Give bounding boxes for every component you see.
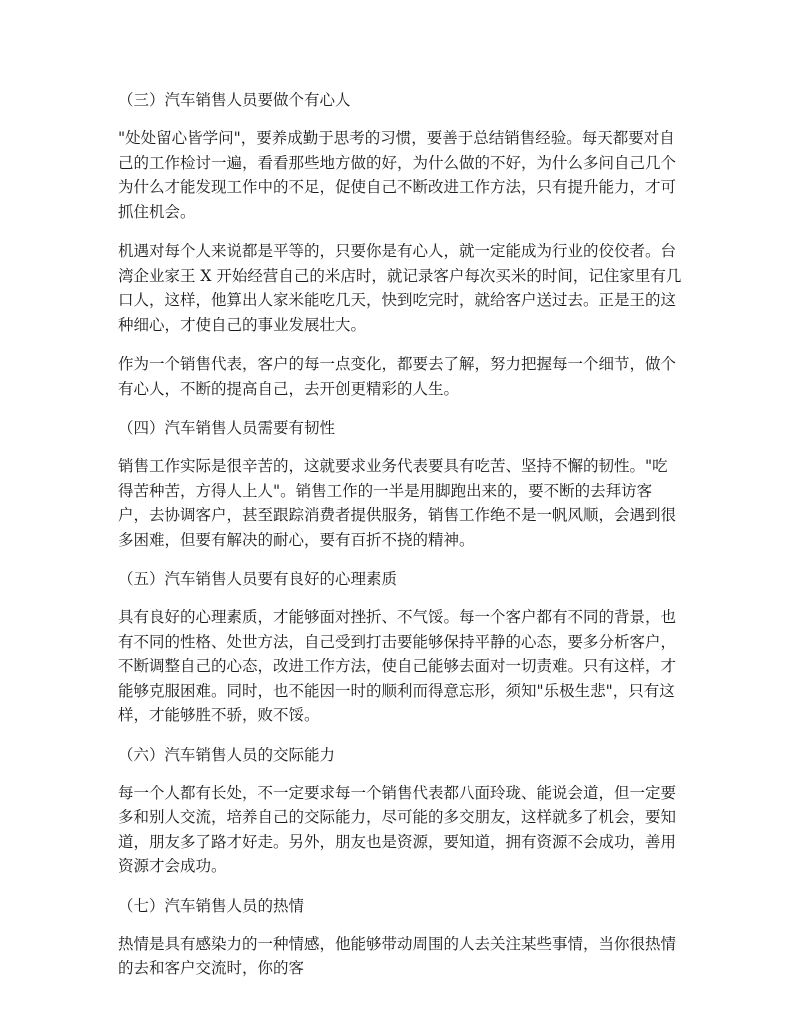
text-line: 户，去协调客户，甚至跟踪消费者提供服务，销售工作绝不是一帆风顺，会遇到很 xyxy=(118,506,677,524)
text-line: 湾企业家王 X 开始经营自己的米店时，就记录客户每次买米的时间，记住家里有几 xyxy=(118,266,682,285)
text-line: 热情是具有感染力的一种情感，他能够带动周围的人去关注某些事情，当你很热情 xyxy=(118,934,677,953)
paragraph xyxy=(118,352,680,401)
text-line: 能够克服困难。同时，也不能因一时的顺利而得意忘形，须知"乐极生悲"，只有这 xyxy=(118,681,675,700)
text-line: 道，朋友多了路才好走。另外，朋友也是资源，要知道，拥有资源不会成功，善用 xyxy=(118,832,677,851)
section-heading xyxy=(118,88,680,112)
text-line: 多困难，但要有解决的耐心，要有百折不挠的精神。 xyxy=(118,530,475,549)
paragraph xyxy=(118,932,680,981)
text-line: 得苦种苦，方得人上人"。销售工作的一半是用脚跑出来的，要不断的去拜访客 xyxy=(118,481,653,500)
text-line: 抓住机会。 xyxy=(118,202,196,221)
text-line: 有不同的性格、处世方法，自己受到打击要能够保持平静的心态，要多分析客户， xyxy=(118,632,677,651)
text-line: 己的工作检讨一遍，看看那些地方做的好，为什么做的不好，为什么多问自己几个 xyxy=(118,153,677,172)
text-line: （五）汽车销售人员要有良好的心理素质 xyxy=(118,570,398,588)
section-heading xyxy=(118,894,680,918)
document-body xyxy=(118,88,680,996)
section-heading xyxy=(118,743,680,767)
text-line: 的去和客户交流时，你的客 xyxy=(118,959,305,977)
text-line: 每一个人都有长处，不一定要求每一个销售代表都八面玲珑、能说会道，但一定要 xyxy=(118,783,677,802)
text-line: 销售工作实际是很辛苦的，这就要求业务代表要具有吃苦、坚持不懈的韧性。"吃 xyxy=(118,457,668,475)
text-line: "处处留心皆学问"，要养成勤于思考的习惯，要善于总结销售经验。每天都要对自 xyxy=(118,129,675,147)
text-line: （四）汽车销售人员需要有韧性 xyxy=(118,419,336,437)
section-heading xyxy=(118,567,680,591)
text-line: （三）汽车销售人员要做个有心人 xyxy=(118,91,351,109)
text-line: 为什么才能发现工作中的不足，促使自己不断改进工作方法，只有提升能力，才可 xyxy=(118,178,677,196)
text-line: 口人，这样，他算出人家米能吃几天，快到吃完时，就给客户送过去。正是王的这 xyxy=(118,291,677,309)
paragraph xyxy=(118,605,680,728)
text-line: （六）汽车销售人员的交际能力 xyxy=(118,745,336,764)
text-line: 机遇对每个人来说都是平等的，只要你是有心人，就一定能成为行业的佼佼者。台 xyxy=(118,242,677,260)
text-line: 多和别人交流，培养自己的交际能力，尽可能的多交朋友，这样就多了机会，要知 xyxy=(118,808,677,826)
paragraph xyxy=(118,454,680,552)
text-line: 资源才会成功。 xyxy=(118,857,227,875)
text-line: 有心人，不断的提高自己，去开创更精彩的人生。 xyxy=(118,379,460,398)
section-heading xyxy=(118,416,680,440)
text-line: （七）汽车销售人员的热情 xyxy=(118,896,305,915)
paragraph xyxy=(118,239,680,337)
text-line: 作为一个销售代表，客户的每一点变化，都要去了解，努力把握每一个细节，做个 xyxy=(118,355,677,373)
text-line: 样，才能够胜不骄，败不馁。 xyxy=(118,706,320,724)
text-line: 具有良好的心理素质，才能够面对挫折、不气馁。每一个客户都有不同的背景，也 xyxy=(118,608,677,626)
text-line: 不断调整自己的心态，改进工作方法，使自己能够去面对一切责难。只有这样，才 xyxy=(118,657,677,675)
text-line: 种细心，才使自己的事业发展壮大。 xyxy=(118,315,367,334)
paragraph xyxy=(118,126,680,224)
paragraph xyxy=(118,781,680,879)
